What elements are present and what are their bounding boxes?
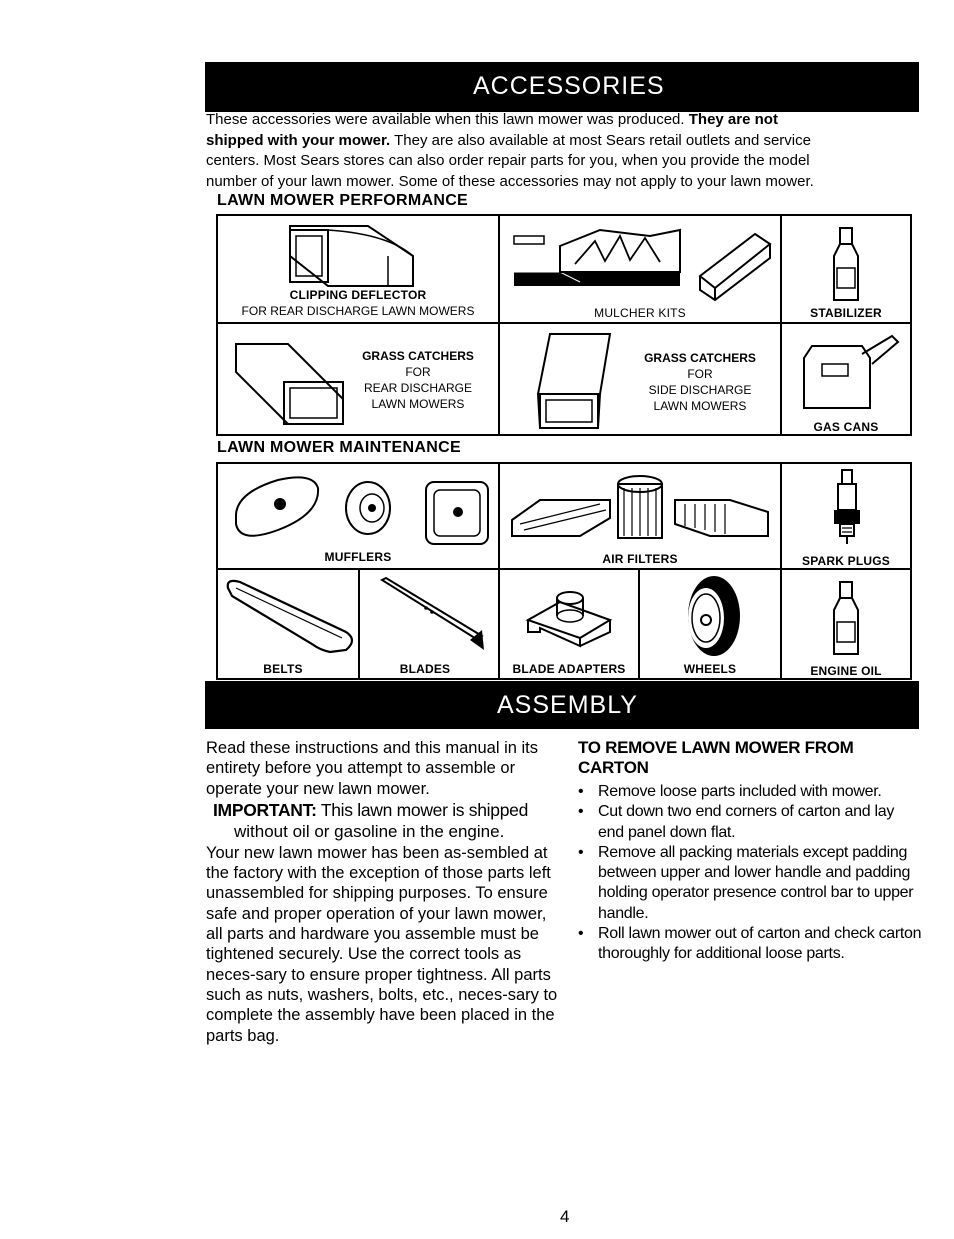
clipping-deflector-cell	[216, 214, 500, 324]
clipping-deflector-label: CLIPPING DEFLECTOR	[289, 288, 427, 302]
grass-side-line-3: SIDE DISCHARGE	[648, 383, 752, 397]
wheels-cell	[638, 568, 782, 680]
wheels-label: WHEELS	[683, 662, 737, 676]
gas-cans-label: GAS CANS	[813, 420, 879, 434]
intro-text-3: centers. Most Sears stores can also order repair parts for you, when you provide the model	[206, 152, 810, 169]
grass-catcher-side-label	[640, 350, 760, 414]
important-line-2: without oil or gasoline in the engine.	[234, 821, 505, 841]
assembly-right-column	[578, 738, 923, 965]
engine-oil-label: ENGINE OIL	[810, 664, 882, 678]
list-item: • Roll lawn mower out of carton and check carton thoroughly for additional loose parts.	[578, 924, 923, 965]
assembly-left-column	[206, 738, 558, 1046]
grass-side-line-2: FOR	[687, 367, 713, 381]
blade-adapters-cell	[498, 568, 640, 680]
engine-oil-cell	[780, 568, 912, 680]
mulcher-kits-label: MULCHER KITS	[594, 306, 686, 320]
performance-title: LAWN MOWER PERFORMANCE	[217, 192, 469, 209]
intro-text-2: They are also available at most Sears retail outlets and service	[394, 131, 811, 149]
mufflers-label: MUFFLERS	[324, 550, 392, 564]
blades-label: BLADES	[399, 662, 451, 676]
stabilizer-label: STABILIZER	[810, 306, 882, 320]
grass-rear-line-3: REAR DISCHARGE	[363, 381, 473, 395]
clipping-deflector-sub: FOR REAR DISCHARGE LAWN MOWERS	[241, 304, 475, 318]
important-line-1: IMPORTANT: This lawn mower is shipped	[213, 799, 529, 820]
grass-rear-line-4: LAWN MOWERS	[371, 397, 465, 411]
intro-bold-1: They are not	[688, 111, 778, 128]
list-item: • Remove loose parts included with mower.	[578, 782, 923, 802]
gas-cans-cell	[780, 322, 912, 436]
assembly-para-2: Your new lawn mower has been as-sembled at the factory with the exception of those parts left unassembled for shipping purposes. To ensure safe and proper operation of your lawn mower, all parts and hardware you assemble must be tightened securely. Use the correct tools as neces-sary to ensure proper tightness. All parts such as nuts, washers, bolts, etc., neces-sary to complete the assembly have been placed in the parts bag.	[206, 843, 558, 1045]
grass-rear-line-2: FOR	[405, 365, 431, 379]
belts-label: BELTS	[263, 662, 303, 676]
list-item: • Remove all packing materials except padding between upper and lower handle and padding holding operator presence control bar to upper handle.	[578, 843, 923, 924]
accessories-intro	[206, 110, 906, 192]
blade-adapters-label: BLADE ADAPTERS	[512, 662, 626, 676]
page-number: 4	[560, 1207, 570, 1226]
grass-side-line-4: LAWN MOWERS	[653, 399, 747, 413]
belts-cell	[216, 568, 360, 680]
intro-bold-2: shipped with your mower.	[206, 131, 391, 149]
grass-side-line-1: GRASS CATCHERS	[644, 351, 756, 365]
remove-from-carton-title: TO REMOVE LAWN MOWER FROM CARTON	[578, 738, 854, 777]
intro-text-1: These accessories were available when this lawn mower was produced.	[206, 111, 685, 128]
assembly-para-1: Read these instructions and this manual in its entirety before you attempt to assemble or operate your new lawn mower.	[206, 739, 539, 798]
assembly-heading: ASSEMBLY	[497, 691, 638, 719]
blades-cell	[358, 568, 500, 680]
spark-plugs-label: SPARK PLUGS	[802, 554, 890, 568]
air-filters-label: AIR FILTERS	[602, 552, 678, 566]
stabilizer-cell	[780, 214, 912, 324]
remove-steps-list	[578, 782, 923, 965]
grass-catcher-rear-cell	[216, 322, 500, 436]
intro-text-4: number of your lawn mower. Some of these accessories may not apply to your lawn mower.	[206, 172, 814, 190]
grass-catcher-side-cell	[498, 322, 782, 436]
spark-plugs-cell	[780, 462, 912, 570]
accessories-heading: ACCESSORIES	[473, 72, 665, 100]
mulcher-kits-cell	[498, 214, 782, 324]
list-item: • Cut down two end corners of carton and lay end panel down flat.	[578, 802, 923, 843]
air-filters-cell	[498, 462, 782, 570]
grass-catcher-rear-label	[358, 348, 478, 412]
assembly-banner	[205, 681, 919, 729]
mufflers-cell	[216, 462, 500, 570]
grass-rear-line-1: GRASS CATCHERS	[362, 349, 474, 363]
maintenance-title: LAWN MOWER MAINTENANCE	[217, 439, 461, 456]
accessories-banner	[205, 62, 919, 112]
